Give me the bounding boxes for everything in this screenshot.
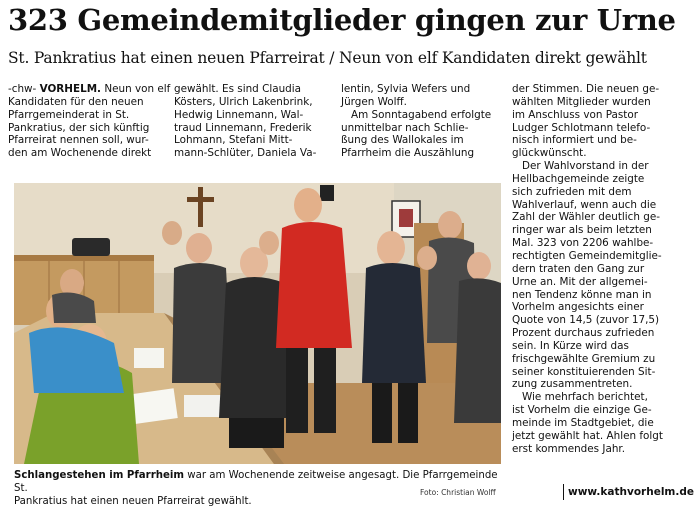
column-line: Wahlverlauf, wenn auch die (512, 198, 657, 211)
column-line: lentin, Sylvia Wefers und (341, 83, 471, 95)
column-line: Urne an. Mit der allgemei- (512, 275, 648, 288)
column-line: rechtigten Gemeindemitglie- (512, 249, 662, 262)
column-line: meinde im Stadtgebiet, die (512, 416, 654, 429)
column-line: Hedwig Linnemann, Wal- (174, 108, 304, 121)
column-line: -chw- VORHELM. Neun von elf (8, 83, 171, 95)
byline: -chw- (8, 83, 37, 95)
photo-credit: Foto: Christian Wolff (420, 488, 496, 497)
column-line: sein. In Kürze wird das (512, 339, 629, 352)
caption-text: war am Wochenende zeitweise angesagt. Die Pfarrgemeinde St. (14, 470, 498, 494)
column-line: Quote von 14,5 (zuvor 17,5) (512, 314, 660, 327)
column-line: Der Wahlvorstand in der (522, 160, 649, 173)
website-link[interactable]: www.kathvorhelm.de (568, 486, 694, 498)
column-line: frischgewählte Gremium zu (512, 352, 656, 365)
photo-illustration (14, 183, 501, 464)
article-column-2 (174, 83, 334, 160)
column-line: wählten Mitglieder wurden (512, 95, 651, 108)
column-line: erst kommendes Jahr. (512, 442, 626, 455)
column-line: sich zufrieden mit dem (512, 185, 632, 198)
column-line: ringer war als beim letzten (512, 224, 652, 237)
column-line: mann-Schlüter, Daniela Va- (174, 147, 317, 160)
dateline: VORHELM. (39, 83, 102, 95)
column-line: Pfarrheim die Auszählung (341, 147, 475, 160)
caption-lead: Schlangestehen im Pfarrheim (14, 470, 184, 481)
headline: 323 Gemeindemitglieder gingen zur Urne (8, 3, 676, 37)
column-line: ist Vorhelm die einzige Ge- (512, 404, 652, 417)
column-line: Wie mehrfach berichtet, (522, 391, 648, 404)
column-line: Hellbachgemeinde zeigte (512, 172, 645, 185)
column-line: im Anschluss von Pastor (512, 108, 638, 121)
column-line: Prozent durchaus zufrieden (512, 327, 655, 340)
column-line: nisch informiert und be- (512, 134, 637, 147)
article-column-3 (341, 83, 503, 160)
column-line: der Stimmen. Die neuen ge- (512, 83, 660, 95)
column-line: unmittelbar nach Schlie- (341, 121, 469, 134)
column-line: Mal. 323 von 2206 wahlbe- (512, 237, 654, 250)
column-line: Kösters, Ulrich Lakenbrink, (174, 95, 313, 108)
column-line: gewählt. Es sind Claudia (174, 83, 302, 95)
column-line: Zahl der Wähler deutlich ge- (512, 211, 660, 224)
column-line: traud Linnemann, Frederik (174, 121, 312, 134)
column-line: ßung des Wallokales im (341, 134, 464, 147)
column-line: Jürgen Wolff. (341, 95, 407, 108)
caption-text-2: Pankratius hat einen neuen Pfarreirat gewählt. (14, 496, 252, 507)
column-line: Pfarrgemeinderat in St. (8, 108, 130, 121)
article-photo (14, 183, 501, 464)
column-line: jetzt gewählt hat. Ahlen folgt (512, 429, 663, 442)
article-column-4 (512, 83, 674, 455)
column-line: Kandidaten für den neuen (8, 95, 144, 108)
column-line: Lohmann, Stefani Mitt- (174, 134, 293, 147)
article-column-1 (8, 83, 171, 160)
column-line: glückwünscht. (512, 147, 587, 160)
column-line: nen Tendenz könne man in (512, 288, 652, 301)
column-line: Am Sonntagabend erfolgte (351, 108, 492, 121)
column-line: dern traten den Gang zur (512, 262, 645, 275)
column-line: seiner konstituierenden Sit- (512, 365, 656, 378)
divider (563, 484, 564, 500)
column-line: Vorhelm angesichts einer (512, 301, 644, 314)
column-line: Pfarreirat nennen soll, wur- (8, 134, 149, 147)
column-line: den am Wochenende direkt (8, 147, 152, 160)
subheadline: St. Pankratius hat einen neuen Pfarreirat / Neun von elf Kandidaten direkt gewählt (8, 49, 647, 67)
column-line: Pankratius, der sich künftig (8, 121, 150, 134)
column-line: Ludger Schlotmann telefo- (512, 121, 651, 134)
column-line: zung zusammentreten. (512, 378, 633, 391)
